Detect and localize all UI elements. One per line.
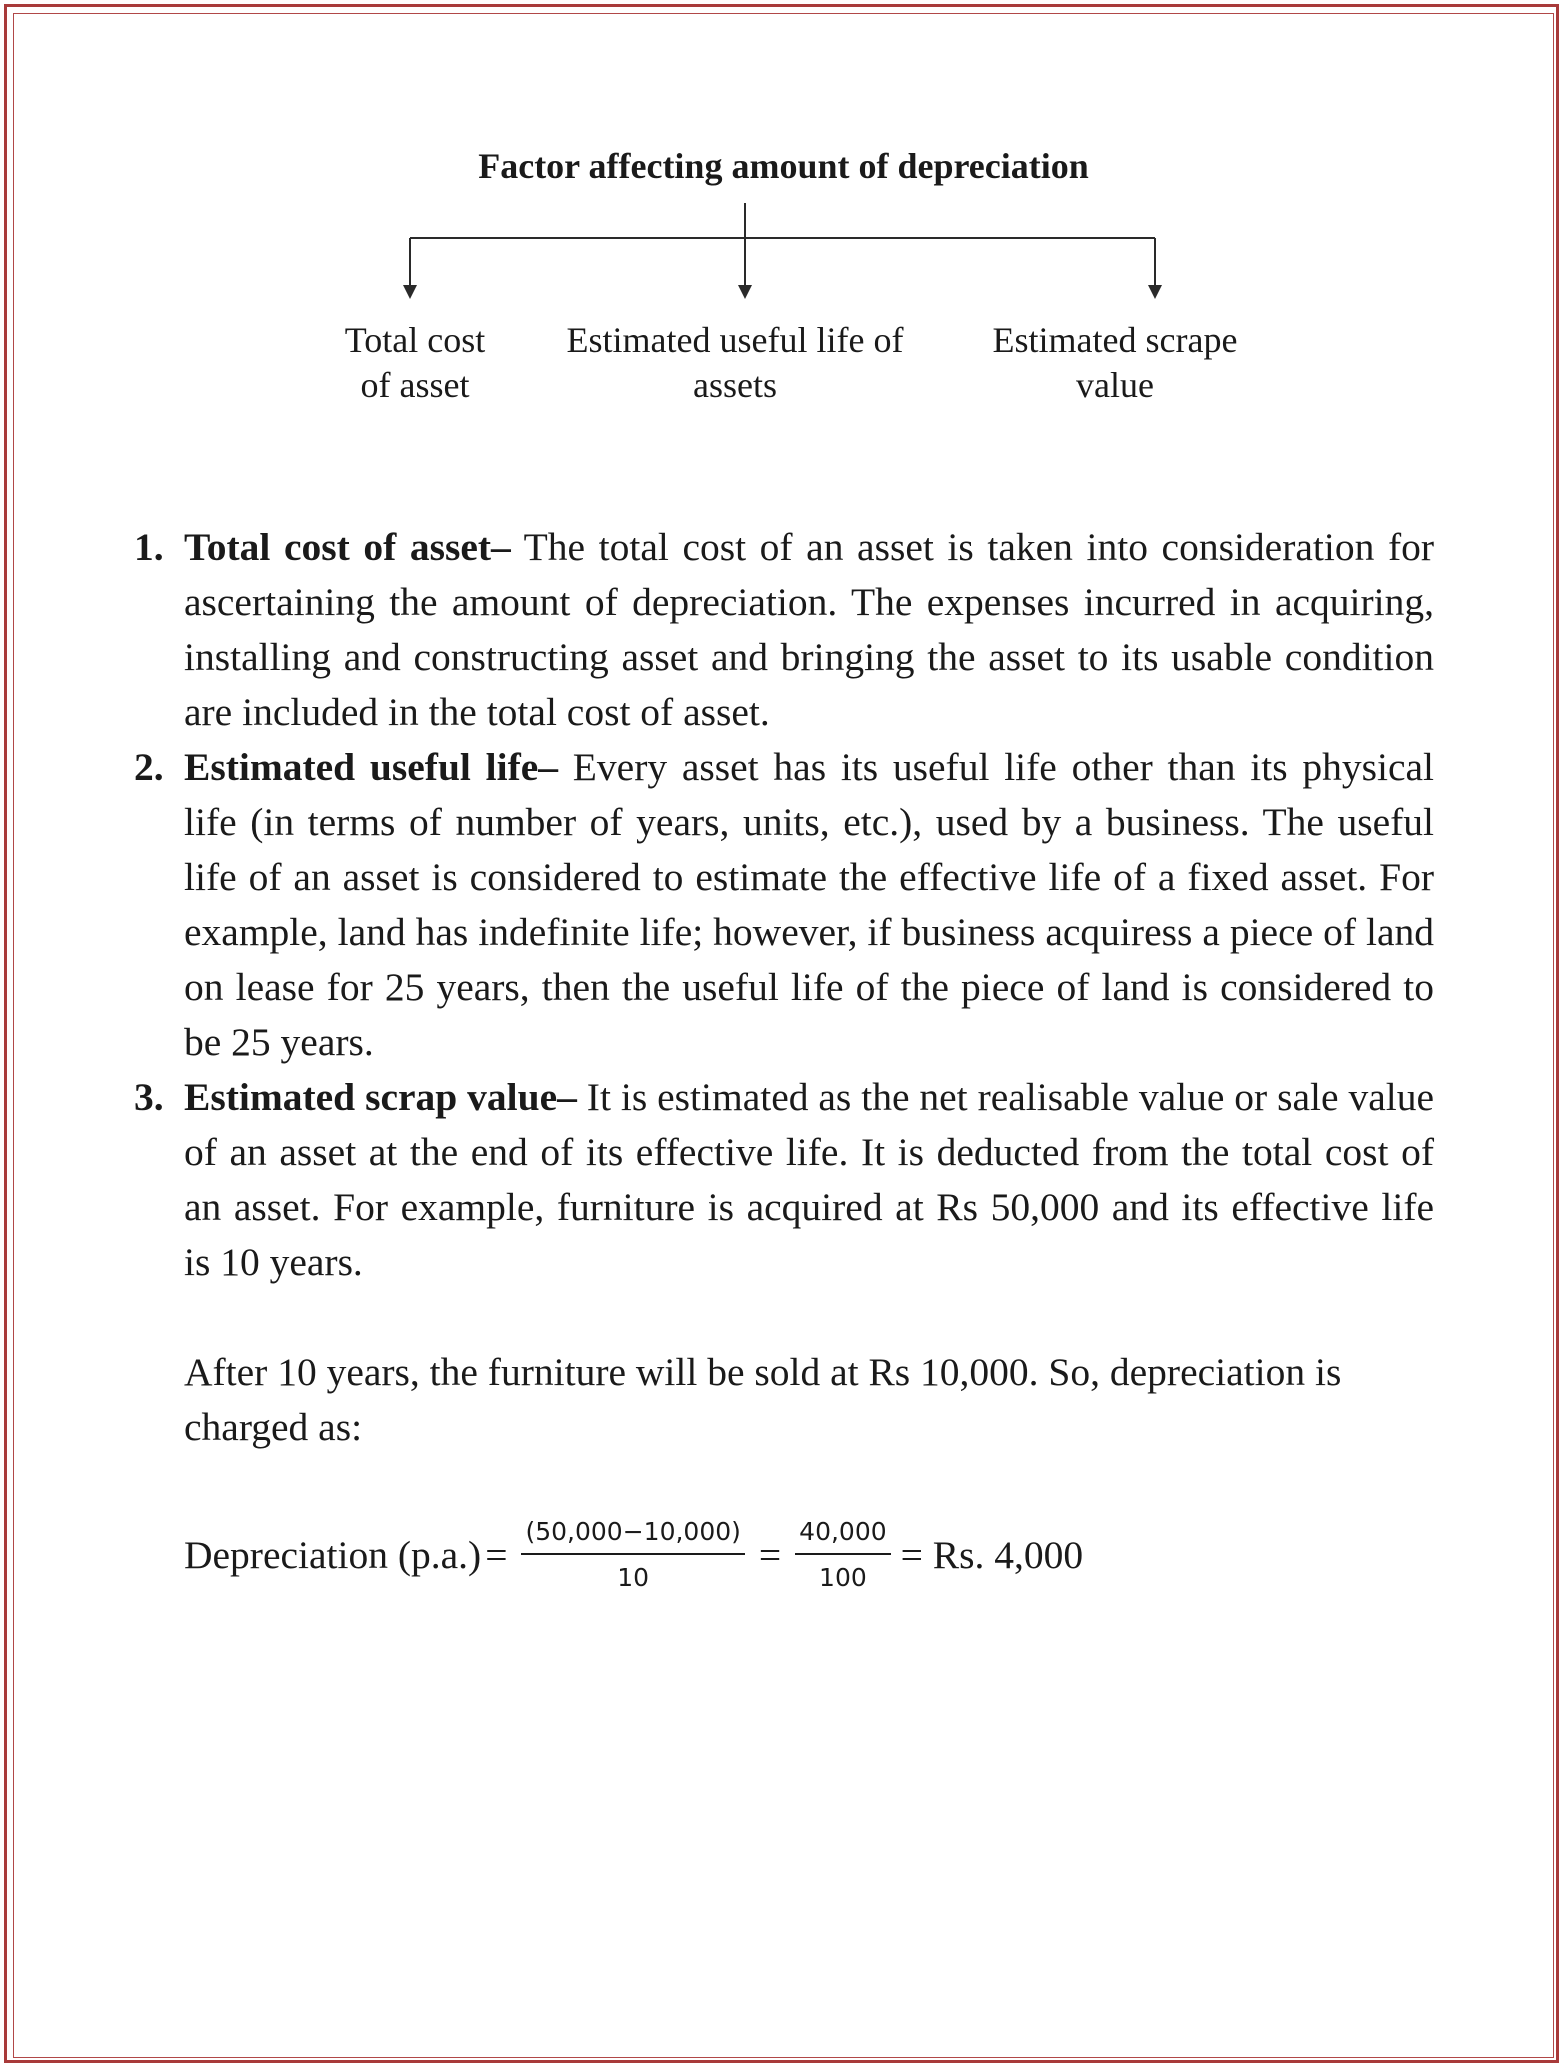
node-line: of asset [360,365,470,405]
main-content [134,520,1434,1600]
diagram-node-scrap-value [960,318,1270,408]
node-line: value [1076,365,1154,405]
formula-fraction-1 [521,1515,744,1595]
node-line: Estimated scrape [992,320,1238,360]
list-item-text: Every asset has its useful life other than its physical life (in terms of number of years, units, etc.), used by a business. The useful life of an asset is considered to estimate the effective life of a fixed asset. For example, land has indefinite life; however, if business acquiress a piece of land on lease for 25 years, then the useful life of the piece of land is considered to be 25 years. [184,745,1434,1064]
diagram-node-total-cost [315,318,515,408]
factor-list [134,520,1434,1290]
list-item [134,740,1434,1070]
fraction-denominator: 100 [819,1563,867,1592]
list-item-text: It is estimated as the net realisable value or sale value of an asset at the end of its effective life. It is deducted from the total cost of an asset. For example, furniture is acquired at Rs 50,000 and its effective life is 10 years. [184,1075,1434,1284]
arrow-down-icon-left [403,285,417,299]
arrow-down-icon-right [1148,285,1162,299]
formula-equals: = [758,1532,782,1577]
list-item-term: Estimated scrap value– [184,1075,577,1119]
fraction-numerator: 40,000 [795,1515,890,1555]
list-item-number: 3. [134,1075,164,1119]
arrow-down-icon-middle [738,285,752,299]
node-line: assets [693,365,777,405]
fraction-denominator: 10 [617,1563,650,1592]
list-item-number: 1. [134,525,164,569]
list-item-term: Total cost of asset– [184,525,511,569]
fraction-numerator: (50,000−10,000) [521,1515,744,1555]
list-item [134,1070,1434,1290]
node-line: Estimated useful life of [566,320,904,360]
diagram-node-useful-life [535,318,935,408]
list-item [134,520,1434,740]
diagram-title: Factor affecting amount of depreciation [478,146,1089,186]
formula-equals: = [485,1532,508,1577]
depreciation-formula [134,1510,1434,1600]
node-line: Total cost [344,320,486,360]
after-paragraph: After 10 years, the furniture will be sold at Rs 10,000. So, depreciation is charged as: [184,1350,1342,1449]
list-item-number: 2. [134,745,164,789]
formula-label: Depreciation (p.a.) [184,1532,482,1577]
formula-fraction-2 [795,1515,890,1595]
list-item-term: Estimated useful life– [184,745,559,789]
formula-result: = Rs. 4,000 [900,1532,1084,1577]
list-item-text: The total cost of an asset is taken into consideration for ascertaining the amount of depreciation. The expenses incurred in acquiring, installing and constructing asset and bringing the asset to its usable condition are included in the total cost of asset. [184,525,1434,734]
diagram-connectors [0,0,1567,320]
